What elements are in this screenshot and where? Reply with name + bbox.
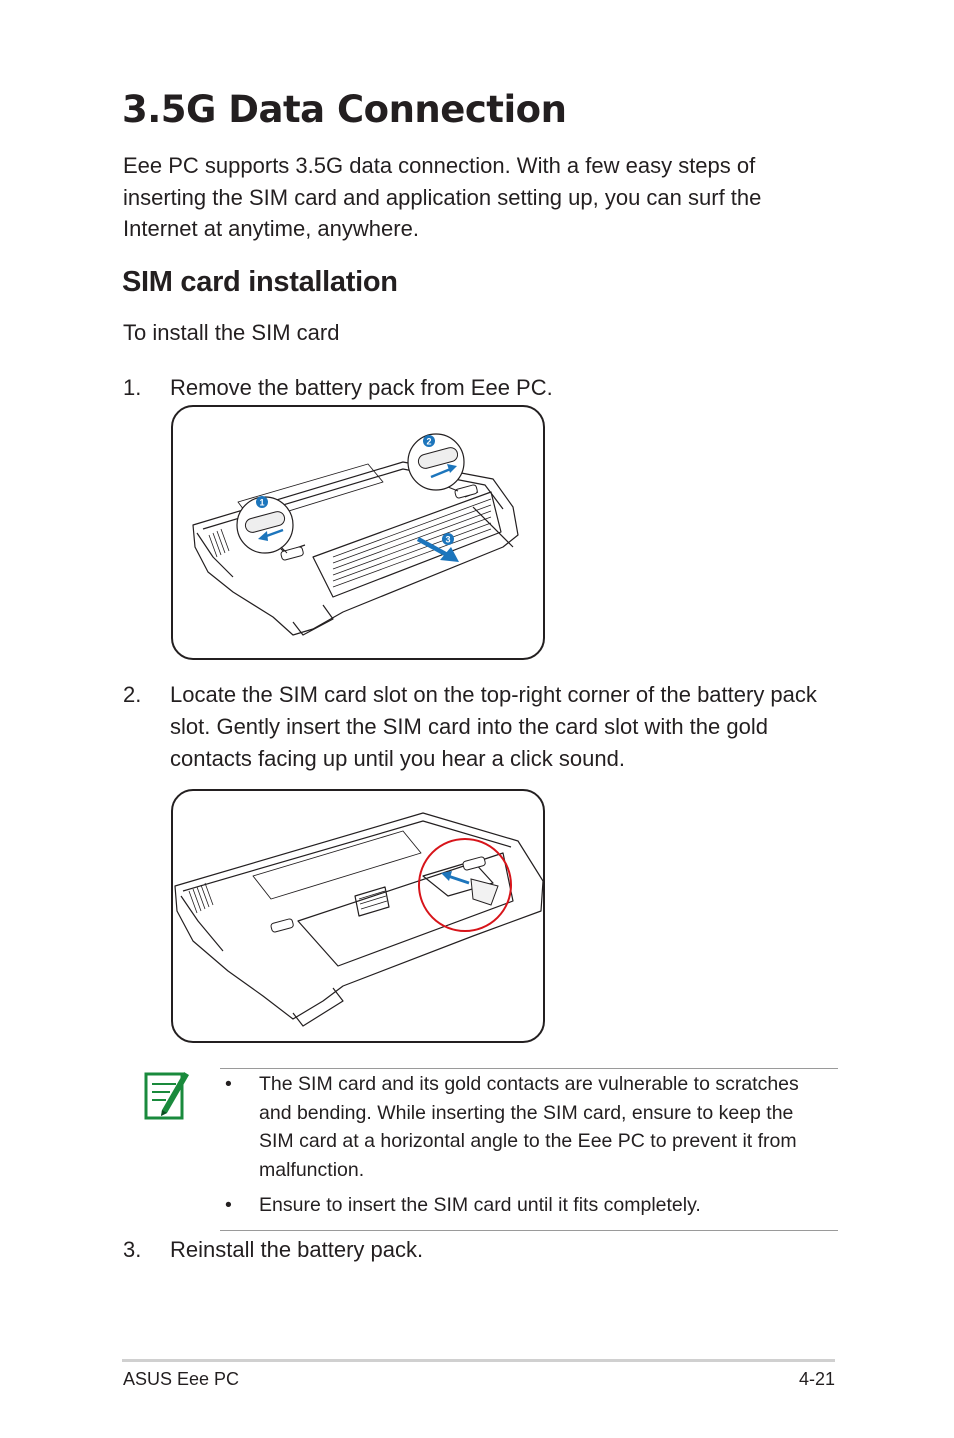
sim-insertion-illustration: [171, 789, 545, 1043]
battery-bay-drawing: [173, 791, 547, 1045]
callout-2: 2: [426, 436, 432, 447]
footer-rule: [122, 1359, 835, 1362]
footer-product-name: ASUS Eee PC: [123, 1369, 240, 1389]
bullet-marker: •: [225, 1073, 232, 1095]
note-bullet: [225, 1191, 815, 1220]
note-bullet-text: The SIM card and its gold contacts are vulnerable to scratches and bending. While inserting the SIM card, ensure to keep the SIM card at a horizontal angle to the Eee PC to prevent it from malfunction.: [259, 1073, 799, 1181]
step-3: [123, 1234, 823, 1266]
note-bottom-rule: [220, 1230, 838, 1231]
footer-page-number: 4-21: [798, 1369, 835, 1389]
laptop-underside-drawing: [173, 407, 547, 662]
page-title: 3.5G Data Connection: [122, 88, 567, 131]
step-text: Locate the SIM card slot on the top-right corner of the battery pack slot. Gently insert the SIM card into the card slot with the gold contacts facing up until you hear a click sound.: [170, 682, 817, 771]
callout-1: 1: [259, 497, 265, 508]
step-2: [123, 679, 823, 775]
intro-paragraph: Eee PC supports 3.5G data connection. With a few easy steps of inserting the SIM card and application setting up, you can surf the Internet at anytime, anywhere.: [123, 153, 762, 241]
step-text: Remove the battery pack from Eee PC.: [170, 375, 553, 400]
step-1: [123, 372, 823, 404]
battery-removal-illustration: [171, 405, 545, 660]
step-text: Reinstall the battery pack.: [170, 1237, 424, 1262]
note-bullet: [225, 1070, 815, 1184]
section-heading: SIM card installation: [122, 266, 398, 298]
step-number: 1.: [123, 375, 142, 400]
note-bullet-text: Ensure to insert the SIM card until it fits completely.: [259, 1194, 701, 1216]
note-top-rule: [220, 1068, 838, 1069]
bullet-marker: •: [225, 1194, 232, 1216]
step-number: 2.: [123, 682, 142, 707]
lead-in-text: To install the SIM card: [123, 320, 340, 345]
note-pencil-icon: [142, 1066, 190, 1127]
step-number: 3.: [123, 1237, 142, 1262]
callout-3: 3: [445, 534, 451, 545]
